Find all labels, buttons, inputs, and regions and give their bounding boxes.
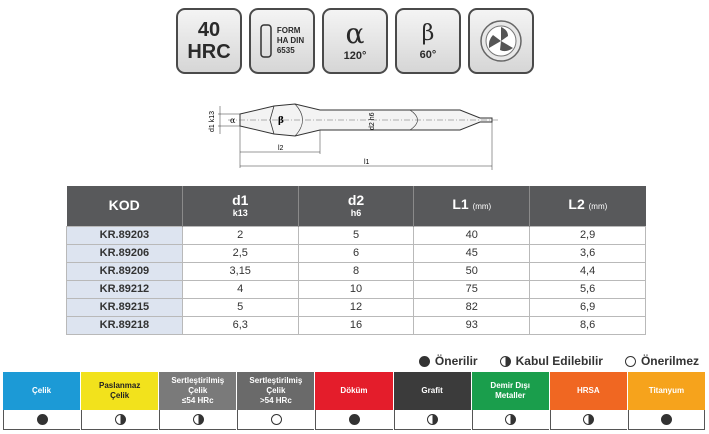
cell-l2: 8,6 [530, 316, 646, 334]
beta-symbol: β [421, 21, 435, 46]
cell-l1: 45 [414, 244, 530, 262]
cell-l1: 50 [414, 262, 530, 280]
form-line-1: FORM [276, 26, 301, 35]
cell-d2: 5 [298, 226, 414, 244]
material-suitability-cell [237, 410, 314, 430]
hardness-value: 40 [197, 19, 221, 41]
col-header-l2-wrap [530, 197, 645, 214]
hardness-unit: HRC [187, 41, 231, 63]
legend-recommended-label: Önerilir [434, 354, 478, 368]
alpha-angle: 120° [343, 50, 367, 62]
beta-label: β [278, 116, 284, 126]
material-suitability-cell [394, 410, 471, 430]
material-header: Demir Dışı Metaller [472, 372, 549, 410]
table-row [67, 298, 646, 316]
cell-d1: 5 [182, 298, 298, 316]
col-header-d1 [182, 186, 298, 226]
material-suitability-cell [472, 410, 549, 430]
cell-d1: 2,5 [182, 244, 298, 262]
cell-d1: 4 [182, 280, 298, 298]
suitability-legend [419, 354, 699, 368]
material-suitability-cell [159, 410, 236, 430]
beta-angle-badge [395, 8, 461, 74]
material-header: Grafit [394, 372, 471, 410]
cell-d1: 6,3 [182, 316, 298, 334]
col-header-l1 [414, 186, 530, 226]
full-circle-icon [349, 414, 360, 425]
col-header-d2-label: d2 [347, 192, 365, 209]
cell-code: KR.89215 [67, 298, 183, 316]
table-row [67, 262, 646, 280]
col-header-code-label: KOD [108, 197, 140, 214]
col-header-l2 [530, 186, 646, 226]
form-line-3: 6535 [276, 46, 295, 55]
legend-acceptable-label: Kabul Edilebilir [515, 354, 603, 368]
cell-d1: 2 [182, 226, 298, 244]
half-circle-icon [193, 414, 204, 425]
material-suitability-cell [3, 410, 80, 430]
material-header: HRSA [550, 372, 627, 410]
material-header: Döküm [315, 372, 392, 410]
material-column [3, 372, 81, 430]
table-row [67, 244, 646, 262]
cell-l1: 40 [414, 226, 530, 244]
cell-code: KR.89209 [67, 262, 183, 280]
legend-not-recommended-label: Önerilmez [640, 354, 699, 368]
cell-d2: 12 [298, 298, 414, 316]
material-header: Sertleştirilmiş Çelik ≤54 HRc [159, 372, 236, 410]
cell-code: KR.89203 [67, 226, 183, 244]
material-header: Sertleştirilmiş Çelik >54 HRc [237, 372, 314, 410]
alpha-angle-badge [322, 8, 388, 74]
flute-cross-section-icon [478, 18, 524, 64]
empty-circle-icon [625, 356, 636, 367]
material-header: Paslanmaz Çelik [81, 372, 158, 410]
col-header-d1-tolerance: k13 [232, 208, 248, 219]
full-circle-icon [37, 414, 48, 425]
d1-label: d1 k13 [209, 110, 216, 132]
material-column [315, 372, 393, 430]
cell-d1: 3,15 [182, 262, 298, 280]
cell-l2: 2,9 [530, 226, 646, 244]
l1-label: l1 [364, 159, 370, 166]
material-column [472, 372, 550, 430]
table-row [67, 316, 646, 334]
feature-badges [176, 8, 534, 74]
table-row [67, 280, 646, 298]
col-header-d2 [298, 186, 414, 226]
col-header-code [67, 186, 183, 226]
legend-acceptable [500, 354, 603, 368]
material-column [81, 372, 159, 430]
hardness-badge [176, 8, 242, 74]
col-header-l1-unit: (mm) [472, 202, 492, 212]
material-suitability-cell [550, 410, 627, 430]
table-row [67, 226, 646, 244]
col-header-l2-unit: (mm) [588, 202, 608, 212]
col-header-d2-tolerance: h6 [350, 208, 362, 219]
beta-angle: 60° [419, 49, 437, 61]
material-suitability-cell [315, 410, 392, 430]
form-line-2: HA DIN [276, 36, 305, 45]
material-suitability-grid [3, 372, 705, 430]
alpha-label: α [230, 116, 236, 125]
full-circle-icon [419, 356, 430, 367]
half-circle-icon [500, 356, 511, 367]
cell-l2: 4,4 [530, 262, 646, 280]
cell-code: KR.89206 [67, 244, 183, 262]
material-column [159, 372, 237, 430]
cell-l1: 82 [414, 298, 530, 316]
material-column [628, 372, 705, 430]
col-header-l2-label: L2 [568, 196, 585, 213]
table-header-row [67, 186, 646, 226]
col-header-l1-label: L1 [452, 196, 469, 213]
cell-d2: 10 [298, 280, 414, 298]
spec-table [66, 186, 646, 335]
material-header: Titanyum [628, 372, 705, 410]
full-circle-icon [661, 414, 672, 425]
legend-not-recommended [625, 354, 699, 368]
cell-l2: 3,6 [530, 244, 646, 262]
cell-d2: 8 [298, 262, 414, 280]
shank-icon [260, 24, 272, 58]
half-circle-icon [115, 414, 126, 425]
cell-code: KR.89212 [67, 280, 183, 298]
half-circle-icon [583, 414, 594, 425]
empty-circle-icon [271, 414, 282, 425]
material-column [237, 372, 315, 430]
d2-label: d2 h6 [369, 112, 376, 130]
form-badge [249, 8, 315, 74]
alpha-symbol: α [345, 17, 365, 50]
material-column [550, 372, 628, 430]
cell-code: KR.89218 [67, 316, 183, 334]
cell-l2: 5,6 [530, 280, 646, 298]
flute-badge [468, 8, 534, 74]
l2-label: l2 [278, 145, 284, 152]
cell-l1: 75 [414, 280, 530, 298]
cell-d2: 6 [298, 244, 414, 262]
material-header: Çelik [3, 372, 80, 410]
col-header-l1-wrap [414, 197, 529, 214]
material-column [394, 372, 472, 430]
half-circle-icon [505, 414, 516, 425]
material-suitability-cell [81, 410, 158, 430]
cell-l2: 6,9 [530, 298, 646, 316]
cell-d2: 16 [298, 316, 414, 334]
half-circle-icon [427, 414, 438, 425]
material-suitability-cell [628, 410, 705, 430]
cell-l1: 93 [414, 316, 530, 334]
center-drill-drawing [200, 92, 500, 172]
col-header-d1-label: d1 [232, 192, 249, 209]
legend-recommended [419, 354, 478, 368]
